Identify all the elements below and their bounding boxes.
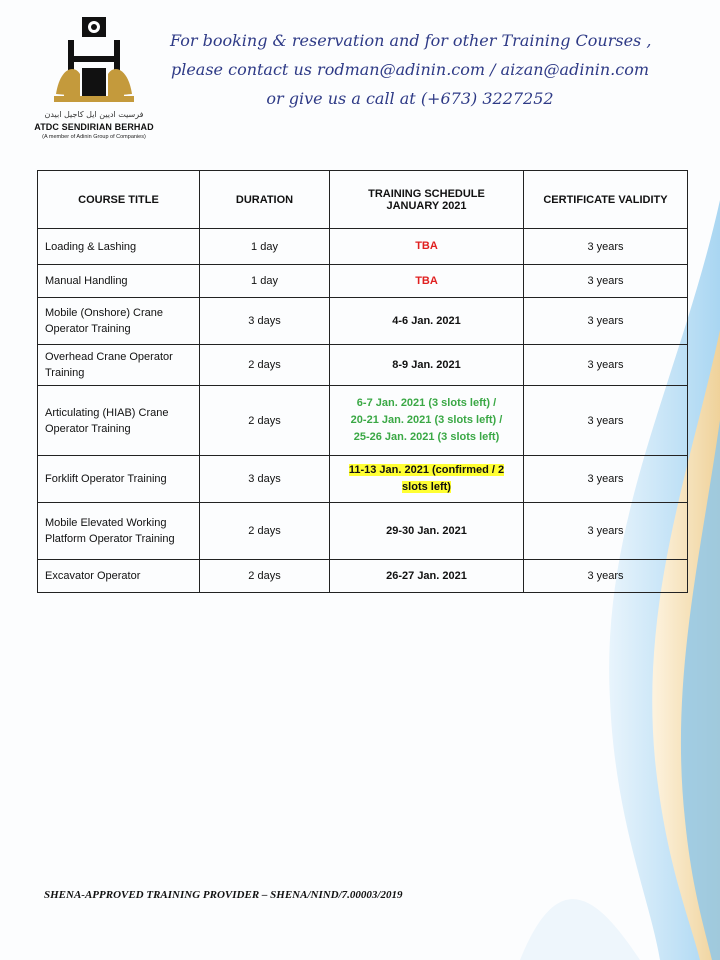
course-title-cell [38,265,200,298]
course-title-cell [38,386,200,456]
header-course-title: COURSE TITLE [38,171,200,229]
course-title-cell [38,560,200,593]
schedule-cell [330,560,524,593]
schedule-text: TBA [415,274,438,287]
validity-cell: 3 years [524,456,688,503]
schedule-cell [330,386,524,456]
schedule-cell [330,298,524,345]
logo-emblem-icon [54,16,134,108]
duration-cell: 1 day [200,265,330,298]
logo-company-name: ATDC SENDIRIAN BERHAD [34,122,154,132]
course-title-line-2: Platform Operator Training [45,533,175,545]
training-schedule-table [37,170,688,593]
table-row [38,229,688,265]
schedule-line-2: 20-21 Jan. 2021 (3 slots left) / [350,414,503,426]
course-title-line-2: Training [45,367,85,379]
header-certificate-validity: CERTIFICATE VALIDITY [524,171,688,229]
schedule-text: 26-27 Jan. 2021 [386,569,467,582]
duration-cell: 3 days [200,456,330,503]
course-title: Loading & Lashing [45,240,137,253]
schedule-highlight-line-2: slots left) [402,481,451,493]
course-title-line-1: Mobile Elevated Working [45,517,167,529]
contact-line-3: or give us a call at (+673) 3227252 [266,89,554,108]
schedule-line-1: 6-7 Jan. 2021 (3 slots left) / [356,397,497,409]
header-training-schedule [330,171,524,229]
course-title-line-2: Operator Training [45,323,131,335]
duration-cell: 2 days [200,560,330,593]
schedule-text: 4-6 Jan. 2021 [392,314,461,327]
schedule-text: TBA [415,240,438,252]
validity-cell: 3 years [524,265,688,298]
duration-cell: 2 days [200,503,330,560]
course-title-line-1: Mobile (Onshore) Crane [45,307,163,319]
table-row [38,456,688,503]
validity-cell: 3 years [524,345,688,386]
schedule-cell [330,265,524,298]
course-title-cell [38,229,200,265]
table-row [38,503,688,560]
course-title-line-2: Operator Training [45,422,131,435]
header-duration: DURATION [200,171,330,229]
course-title: Forklift Operator Training [45,473,167,485]
footer-accreditation: SHENA-APPROVED TRAINING PROVIDER – SHENA/NIND/7.00003/2019 [44,889,403,901]
course-title-cell [38,345,200,386]
table-row [38,386,688,456]
duration-cell: 2 days [200,345,330,386]
course-title: Manual Handling [45,275,128,287]
schedule-cell [330,229,524,265]
duration-cell: 3 days [200,298,330,345]
validity-cell: 3 years [524,229,688,265]
schedule-highlight-line-1: 11-13 Jan. 2021 (confirmed / 2 [348,464,505,476]
validity-cell: 3 years [524,298,688,345]
header-schedule-line-2: JANUARY 2021 [386,199,467,212]
duration-cell: 2 days [200,386,330,456]
validity-cell: 3 years [524,503,688,560]
course-title-cell [38,456,200,503]
course-title-line-1: Overhead Crane Operator [45,351,173,363]
validity-cell: 3 years [524,560,688,593]
schedule-text: 29-30 Jan. 2021 [386,524,467,537]
header-schedule-line-1: TRAINING SCHEDULE [368,187,485,200]
table-row [38,265,688,298]
table-row [38,560,688,593]
course-title-cell [38,503,200,560]
course-title-line-1: Articulating (HIAB) Crane [45,406,169,419]
table-header-row [38,171,688,229]
course-title: Excavator Operator [45,570,141,582]
schedule-cell [330,456,524,503]
course-title-cell [38,298,200,345]
table-row [38,345,688,386]
logo-company-subtitle: (A member of Adinin Group of Companies) [42,134,146,140]
contact-info [170,26,650,113]
company-logo [32,16,156,144]
contact-line-1: For booking & reservation and for other Training Courses , [170,31,652,50]
schedule-text: 8-9 Jan. 2021 [392,358,461,371]
contact-line-2: please contact us rodman@adinin.com / aizan@adinin.com [170,60,650,79]
duration-cell: 1 day [200,229,330,265]
schedule-line-3: 25-26 Jan. 2021 (3 slots left) [353,431,500,443]
logo-arabic-text: فرسيت اديين ايل كاجيل ابيدن [44,110,144,119]
schedule-cell [330,503,524,560]
validity-cell: 3 years [524,386,688,456]
schedule-cell [330,345,524,386]
table-row [38,298,688,345]
